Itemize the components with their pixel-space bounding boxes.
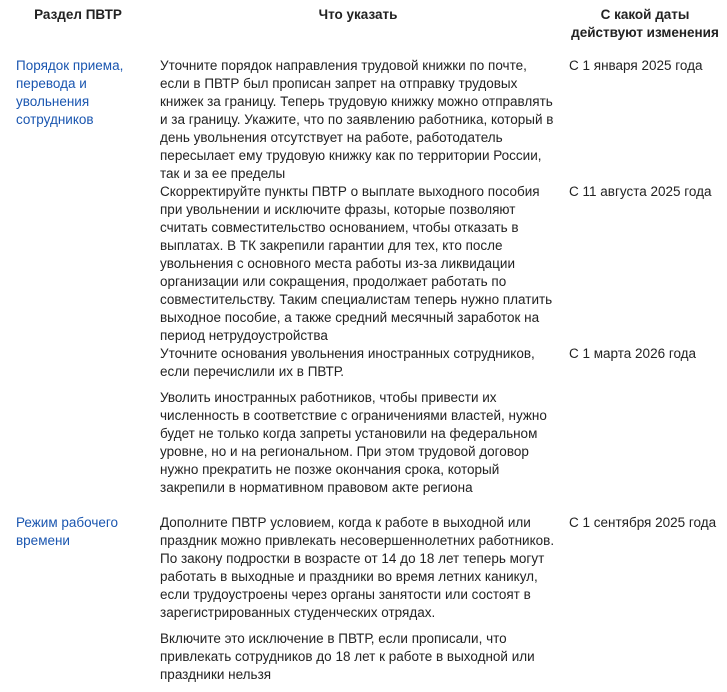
description-paragraph: Уточните основания увольнения иностранных сотрудников, если перечислили их в ПВТР. [160, 346, 535, 379]
row-description [160, 183, 560, 353]
row-effective-date: С 11 августа 2025 года [569, 184, 712, 199]
header-section: Раздел ПВТР [34, 7, 122, 22]
row-effective-date: С 1 сентября 2025 года [569, 515, 717, 530]
description-paragraph: Уволить иностранных работников, чтобы привести их численность в соответствие с ограничениями властей, нужно будет не только когда запреты установили на федеральном уровне, но и на региональном. При этом трудовой договор нужно прекратить не позже окончания срока, который закрепили в нормативном правовом акте региона [160, 390, 547, 495]
row-description [160, 57, 560, 191]
description-paragraph: Дополните ПВТР условием, когда к работе в выходной или праздник можно привлекать несовершеннолетних работников. По закону подростки в возрасте от 14 до 18 лет теперь могут работать в выходные и праздники во время летних каникул, если трудоустроены через органы занятости или состоят в зарегистрированных студенческих отрядах. [160, 515, 555, 620]
section-link-hiring[interactable]: Порядок приема, перевода и увольнения сотрудников [16, 58, 124, 127]
row-effective-date: С 1 января 2025 года [569, 58, 703, 73]
row-description [160, 514, 560, 692]
description-paragraph: Включите это исключение в ПВТР, если прописали, что привлекать сотрудников до 18 лет к работе в выходной или праздники нельзя [160, 631, 535, 682]
row-description [160, 345, 560, 505]
row-effective-date: С 1 марта 2026 года [569, 346, 697, 361]
description-paragraph: Скорректируйте пункты ПВТР о выплате выходного пособия при увольнении и исключите фразы, которые позволяют считать совместительство основанием, чтобы отказать в выплатах. В ТК закрепили гарантии для тех, кто после увольнения с основного места работы из-за ликвидации организации или сокращения, продолжает работать по совместительству. Таким специалистам теперь нужно платить выходное пособие, а также средний месячный заработок на период нетрудоустройства [160, 184, 553, 343]
section-link-working-time[interactable]: Режим рабочего времени [16, 515, 119, 548]
header-what-to-specify: Что указать [318, 7, 398, 22]
description-paragraph: Уточните порядок направления трудовой книжки по почте, если в ПВТР был прописан запрет на отправку трудовых книжек за границу. Теперь трудовую книжку можно отправлять и за границу. Укажите, что по заявлению работника, который в день увольнения отсутствует на работе, работодатель пересылает ему трудовую книжку как по территории России, так и за ее пределы [160, 58, 554, 181]
header-effective-date: С какой даты действуют изменения [571, 7, 719, 40]
table-header [0, 0, 727, 58]
